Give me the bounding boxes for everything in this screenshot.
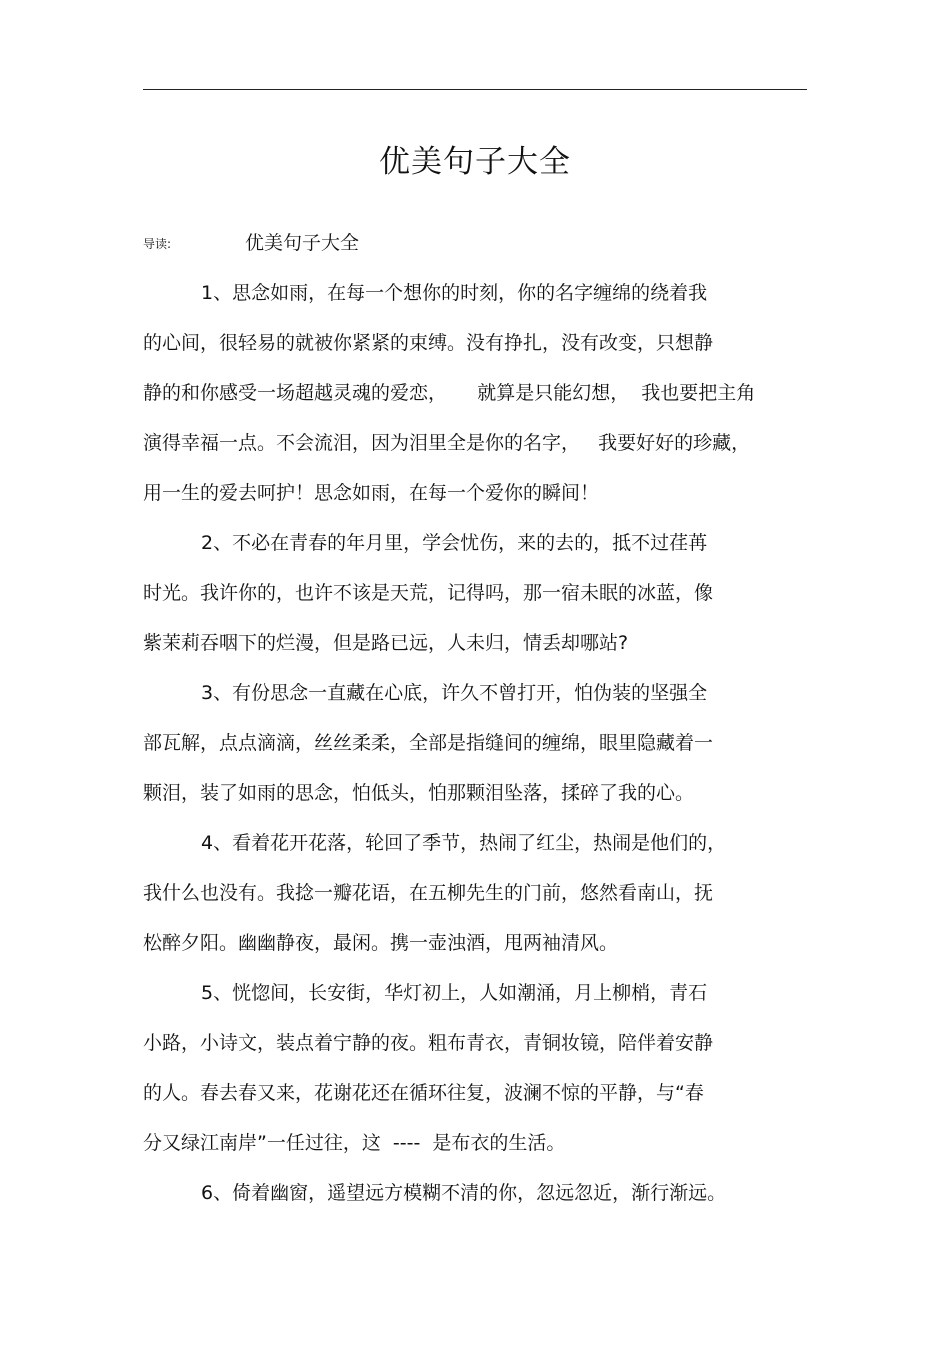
paragraph-line: 1、思念如雨，在每一个想你的时刻，你的名字缠绵的绕着我 xyxy=(201,282,708,304)
paragraph-line: 松醉夕阳。幽幽静夜，最闲。携一壶浊酒，甩两袖清风。 xyxy=(143,932,619,954)
paragraph-line: 的心间，很轻易的就被你紧紧的束缚。没有挣扎，没有改变，只想静 xyxy=(143,332,714,354)
paragraph-line: 颗泪，装了如雨的思念，怕低头，怕那颗泪坠落，揉碎了我的心。 xyxy=(143,782,695,804)
paragraph-line: 紫茉莉吞咽下的烂漫，但是路已远，人未归，情丢却哪站? xyxy=(143,632,629,654)
paragraph-line: 部瓦解，点点滴滴，丝丝柔柔，全部是指缝间的缠绵，眼里隐藏着一 xyxy=(143,732,714,754)
paragraph-line: 4、看着花开花落，轮回了季节，热闹了红尘，热闹是他们的， xyxy=(201,832,727,854)
intro-label: 导读: xyxy=(143,237,172,251)
intro-row xyxy=(143,228,803,258)
paragraph-line: 时光。我许你的，也许不该是天荒，记得吗，那一宿未眠的冰蓝，像 xyxy=(143,582,714,604)
paragraph-line: 3、有份思念一直藏在心底，许久不曾打开，怕伪装的坚强全 xyxy=(201,682,708,704)
paragraph-line: 静的和你感受一场超越灵魂的爱恋， 就算是只能幻想， 我也要把主角 xyxy=(143,382,756,404)
header-rule xyxy=(143,89,807,90)
paragraph-line: 6、倚着幽窗，遥望远方模糊不清的你，忽远忽近，渐行渐远。 xyxy=(201,1182,727,1204)
paragraph-line: 用一生的爱去呵护！思念如雨，在每一个爱你的瞬间！ xyxy=(143,482,600,504)
paragraph-line: 5、恍惚间，长安街，华灯初上，人如潮涌，月上柳梢，青石 xyxy=(201,982,708,1004)
paragraph-line: 分又绿江南岸”一任过往，这 ---- 是布衣的生活。 xyxy=(143,1132,566,1154)
paragraph-line: 的人。春去春又来，花谢花还在循环往复，波澜不惊的平静，与“春 xyxy=(143,1082,704,1104)
document-title: 优美句子大全 xyxy=(379,144,571,180)
paragraph-line: 我什么也没有。我捻一瓣花语，在五柳先生的门前，悠然看南山，抚 xyxy=(143,882,714,904)
intro-text: 优美句子大全 xyxy=(245,232,360,254)
paragraph-line: 演得幸福一点。不会流泪，因为泪里全是你的名字， 我要好好的珍藏， xyxy=(143,432,751,454)
paragraph-line: 小路，小诗文，装点着宁静的夜。粗布青衣，青铜妆镜，陪伴着安静 xyxy=(143,1032,714,1054)
paragraph-line: 2、不必在青春的年月里，学会忧伤，来的去的，抵不过荏苒 xyxy=(201,532,708,554)
